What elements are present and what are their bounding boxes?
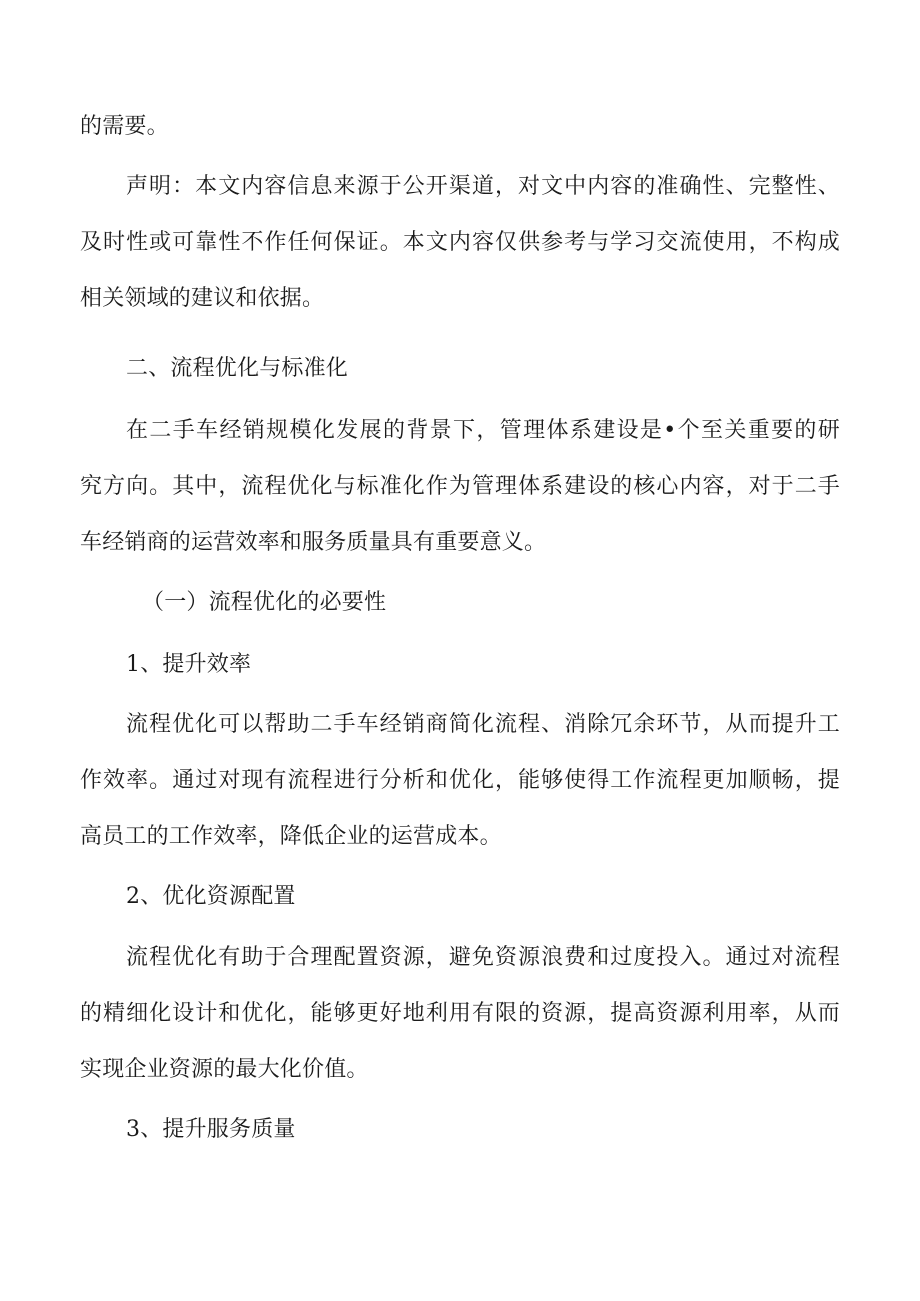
item-2-heading: 2、优化资源配置 <box>126 884 296 909</box>
disclaimer-line-3: 相关领域的建议和依据。 <box>80 286 325 311</box>
section-intro-line-2: 究方向。其中，流程优化与标准化作为管理体系建设的核心内容，对于二手 <box>80 474 840 499</box>
disclaimer-line-1: 声明：本文内容信息来源于公开渠道，对文中内容的准确性、完整性、 <box>126 174 840 199</box>
item-1-line-3: 高员工的工作效率，降低企业的运营成本。 <box>80 824 502 849</box>
item-1-line-2: 作效率。通过对现有流程进行分析和优化，能够使得工作流程更加顺畅，提 <box>80 768 840 793</box>
item-1-line-1: 流程优化可以帮助二手车经销商简化流程、消除冗余环节，从而提升工 <box>126 712 840 737</box>
item-3-heading: 3、提升服务质量 <box>126 1117 296 1142</box>
item-1-heading: 1、提升效率 <box>126 652 252 677</box>
item-2-line-3: 实现企业资源的最大化价值。 <box>80 1057 369 1082</box>
section-heading: 二、流程优化与标准化 <box>126 356 349 381</box>
continuation-text: 的需要。 <box>80 114 169 139</box>
section-intro-line-3: 车经销商的运营效率和服务质量具有重要意义。 <box>80 530 547 555</box>
disclaimer-line-2: 及时性或可靠性不作任何保证。本文内容仅供参考与学习交流使用，不构成 <box>80 230 840 255</box>
section-intro-line-1: 在二手车经销规模化发展的背景下，管理体系建设是•个至关重要的研 <box>126 418 840 443</box>
item-2-line-2: 的精细化设计和优化，能够更好地利用有限的资源，提高资源利用率，从而 <box>80 1001 840 1026</box>
subsection-heading: （一）流程优化的必要性 <box>142 590 387 615</box>
item-2-line-1: 流程优化有助于合理配置资源，避免资源浪费和过度投入。通过对流程 <box>126 945 840 970</box>
